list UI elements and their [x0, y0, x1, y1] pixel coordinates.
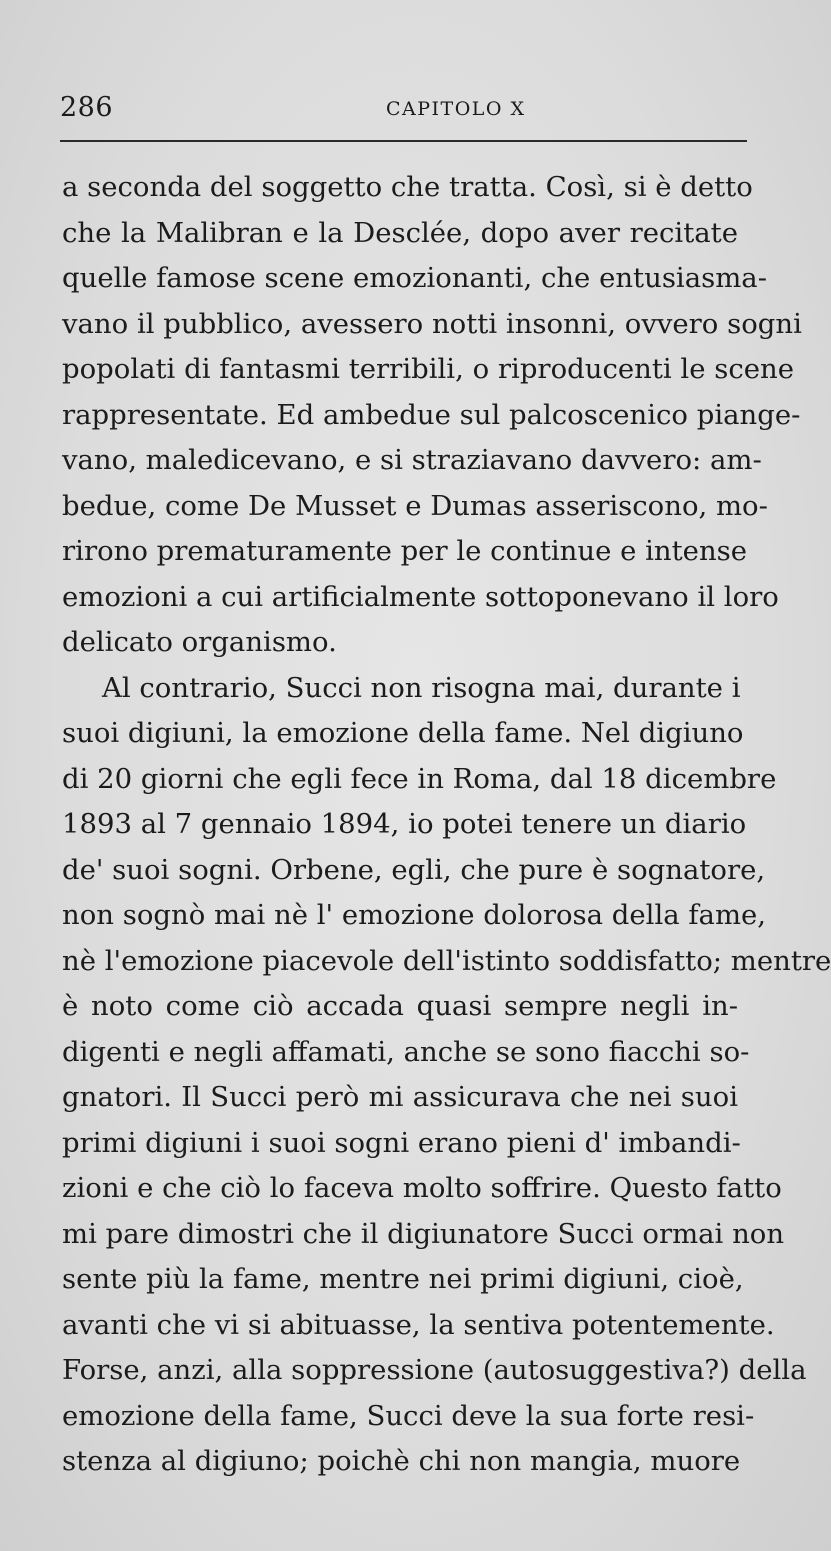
text-line: quelle famose scene emozionanti, che entusiasma-: [62, 262, 767, 294]
text-line: a seconda del soggetto che tratta. Così, si è detto: [62, 171, 753, 203]
text-line: primi digiuni i suoi sogni erano pieni d' imbandi-: [62, 1126, 741, 1159]
text-line: emozioni a cui artificialmente sottoponevano il loro: [62, 580, 779, 613]
text-line: gnatori. Il Succi però mi assicurava che nei suoi: [62, 1081, 738, 1113]
text-line: che la Malibran e la Desclée, dopo aver recitate: [62, 216, 738, 249]
text-line: 1893 al 7 gennaio 1894, io potei tenere un diario: [62, 808, 747, 840]
text-line: vano il pubblico, avessero notti insonni, ovvero sogni: [62, 307, 802, 340]
text-line: sente più la fame, mentre nei primi digiuni, cioè,: [62, 1263, 744, 1295]
text-line: rirono prematuramente per le continue e intense: [62, 535, 748, 567]
text-line: suoi digiuni, la emozione della fame. Nel digiuno: [62, 717, 744, 749]
text-line: di 20 giorni che egli fece in Roma, dal 18 dicembre: [62, 762, 777, 795]
text-line: digenti e negli affamati, anche se sono fiacchi so-: [62, 1035, 750, 1068]
text-line: vano, maledicevano, e si straziavano davvero: am-: [62, 444, 762, 476]
text-line: popolati di fantasmi terribili, o riproducenti le scene: [62, 353, 794, 385]
header-rule: [60, 140, 747, 142]
text-line: è noto come ciò accada quasi sempre negli in-: [62, 990, 738, 1022]
paragraph-end-line: delicato organismo.: [62, 626, 337, 658]
text-line: emozione della fame, Succi deve la sua forte resi-: [62, 1399, 755, 1432]
text-line: avanti che vi si abituasse, la sentiva potentemente.: [62, 1308, 775, 1341]
running-head: CAPITOLO X: [386, 98, 526, 120]
text-line: de' suoi sogni. Orbene, egli, che pure è sognatore,: [62, 853, 766, 886]
text-line: bedue, come De Musset e Dumas asseriscono, mo-: [62, 489, 768, 522]
page-number: 286: [60, 92, 114, 123]
paragraph-start-line: Al contrario, Succi non risogna mai, durante i: [102, 671, 741, 704]
text-line: zioni e che ciò lo faceva molto soffrire. Questo fatto: [62, 1172, 782, 1204]
text-line: rappresentate. Ed ambedue sul palcoscenico piange-: [62, 398, 801, 431]
text-line: Forse, anzi, alla soppressione (autosuggestiva?) della: [62, 1354, 807, 1386]
body-text: [62, 165, 831, 1485]
page-header: [60, 92, 740, 132]
text-line: mi pare dimostri che il digiunatore Succi ormai non: [62, 1217, 785, 1250]
text-line: non sognò mai nè l' emozione dolorosa della fame,: [62, 899, 767, 931]
text-line: stenza al digiuno; poichè chi non mangia, muore: [62, 1445, 741, 1477]
text-line: nè l'emozione piacevole dell'istinto soddisfatto; mentre: [62, 944, 831, 977]
